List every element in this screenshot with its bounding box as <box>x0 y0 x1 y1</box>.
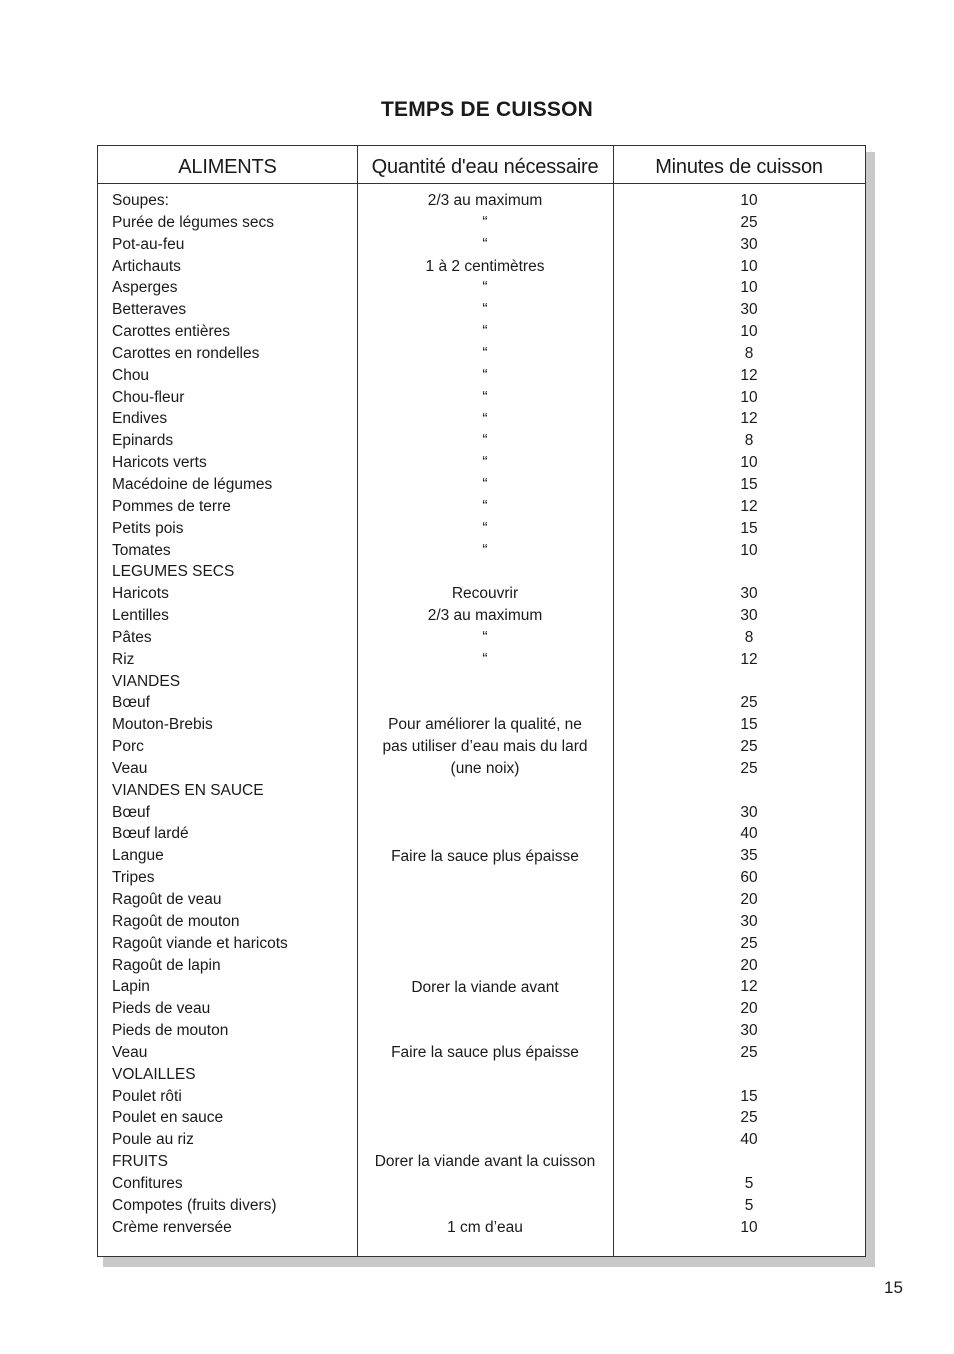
aliment-cell: Chou <box>112 366 150 384</box>
aliment-cell: Asperges <box>112 279 178 297</box>
aliment-cell: FRUITS <box>112 1153 168 1171</box>
minutes-cell: 12 <box>740 978 758 996</box>
minutes-cell <box>613 671 885 693</box>
aliment-cell: Bœuf <box>112 694 150 712</box>
aliment-cell: Endives <box>112 410 168 428</box>
eau-cell: “ <box>482 301 488 319</box>
minutes-cell: 12 <box>740 497 758 515</box>
eau-cell: “ <box>482 344 488 362</box>
aliment-cell: Porc <box>112 738 144 756</box>
minutes-cell: 25 <box>740 759 758 777</box>
aliment-cell: Betteraves <box>112 301 187 319</box>
eau-cell: “ <box>482 629 488 646</box>
eau-cell: 2/3 au maximum <box>427 192 543 209</box>
minutes-cell: 40 <box>740 825 758 843</box>
minutes-cell: 10 <box>740 279 758 297</box>
eau-cell: Pour améliorer la qualité, ne pas utiliser d’eau mais du lard (une noix) <box>382 716 588 778</box>
minutes-cell: 15 <box>740 1087 758 1105</box>
minutes-cell: 25 <box>740 1109 758 1127</box>
aliment-cell: Pieds de mouton <box>112 1022 229 1040</box>
header-divider <box>98 183 865 184</box>
aliment-cell: Artichauts <box>112 257 181 275</box>
header-aliments: ALIMENTS <box>178 156 277 178</box>
minutes-column <box>613 190 885 1239</box>
minutes-cell: 8 <box>744 432 754 450</box>
aliment-cell: Bœuf <box>112 803 150 821</box>
minutes-cell: 12 <box>740 410 758 428</box>
minutes-cell: 35 <box>740 847 758 865</box>
minutes-cell: 5 <box>744 1196 754 1214</box>
aliment-cell: LEGUMES SECS <box>112 563 235 581</box>
aliment-cell: Langue <box>112 847 164 865</box>
eau-cell: Dorer la viande avant <box>411 978 559 996</box>
aliment-cell: Compotes (fruits divers) <box>112 1196 277 1214</box>
minutes-cell: 30 <box>740 585 758 603</box>
eau-cell: “ <box>482 213 488 231</box>
aliment-cell: Pommes de terre <box>112 497 231 515</box>
eau-cell: Dorer la viande avant la cuisson <box>374 1153 596 1171</box>
aliment-cell: Haricots <box>112 585 169 603</box>
eau-cell: “ <box>482 410 488 428</box>
minutes-cell: 10 <box>740 192 758 209</box>
aliment-cell: Tomates <box>112 541 171 559</box>
minutes-cell: 30 <box>740 1022 758 1040</box>
minutes-cell <box>613 780 885 802</box>
cooking-time-table <box>97 145 866 1257</box>
aliment-cell: Petits pois <box>112 519 184 537</box>
minutes-cell: 60 <box>740 869 758 887</box>
aliment-cell: Ragoût de lapin <box>112 956 221 974</box>
minutes-cell: 20 <box>740 891 758 908</box>
aliment-cell: Carottes en rondelles <box>112 344 260 362</box>
aliment-cell: Ragoût de mouton <box>112 912 240 930</box>
minutes-cell: 30 <box>740 301 758 319</box>
eau-cell: “ <box>482 541 488 559</box>
eau-cell: “ <box>482 366 488 384</box>
eau-cell: “ <box>482 432 488 450</box>
minutes-cell: 25 <box>740 694 758 712</box>
aliment-cell: Pieds de veau <box>112 1000 211 1018</box>
minutes-cell: 20 <box>740 956 758 974</box>
minutes-cell: 5 <box>744 1174 754 1192</box>
minutes-cell: 8 <box>744 628 754 646</box>
aliment-cell: Haricots verts <box>112 454 207 472</box>
minutes-cell: 10 <box>740 541 758 559</box>
minutes-cell: 20 <box>740 1000 758 1018</box>
aliment-cell: Pâtes <box>112 628 152 646</box>
aliment-cell: Ragoût viande et haricots <box>112 934 288 952</box>
minutes-cell <box>613 1151 885 1173</box>
aliment-cell: VIANDES EN SAUCE <box>112 781 264 799</box>
eau-cell: “ <box>482 454 488 472</box>
eau-cell: Faire la sauce plus épaisse <box>391 1044 579 1062</box>
aliment-cell: Ragoût de veau <box>112 891 222 908</box>
page-number: 15 <box>884 1278 903 1297</box>
aliment-cell: Lapin <box>112 978 150 996</box>
minutes-cell: 10 <box>740 323 758 341</box>
aliment-cell: Veau <box>112 759 148 777</box>
eau-cell: “ <box>482 279 488 297</box>
aliment-cell: Confitures <box>112 1174 183 1192</box>
aliment-cell: Purée de légumes secs <box>112 213 274 231</box>
aliment-cell: VOLAILLES <box>112 1065 196 1083</box>
minutes-cell: 30 <box>740 912 758 930</box>
minutes-cell: 15 <box>740 716 758 734</box>
minutes-cell: 40 <box>740 1131 758 1149</box>
minutes-cell: 10 <box>740 257 758 275</box>
eau-cell: 2/3 au maximum <box>427 607 543 625</box>
eau-cell: “ <box>482 476 488 494</box>
minutes-cell: 10 <box>740 388 758 406</box>
eau-cell: “ <box>482 323 488 341</box>
eau-cell: Recouvrir <box>451 585 519 603</box>
aliment-cell: Epinards <box>112 432 174 450</box>
minutes-cell: 25 <box>740 213 758 231</box>
aliment-cell: Chou-fleur <box>112 388 185 406</box>
minutes-cell: 15 <box>740 519 758 537</box>
aliment-cell: Macédoine de légumes <box>112 475 273 493</box>
eau-cell: 1 cm d’eau <box>447 1218 523 1236</box>
eau-cell: Faire la sauce plus épaisse <box>391 847 579 865</box>
aliment-cell: Lentilles <box>112 607 169 625</box>
minutes-cell: 25 <box>740 934 758 952</box>
aliment-cell: VIANDES <box>112 672 181 690</box>
aliments-column <box>112 190 352 1239</box>
aliment-cell: Poule au riz <box>112 1131 194 1149</box>
page-title: TEMPS DE CUISSON <box>380 98 594 121</box>
aliment-cell: Tripes <box>112 869 155 887</box>
aliment-cell: Crème renversée <box>112 1218 232 1236</box>
minutes-cell <box>613 561 885 583</box>
aliment-cell: Poulet rôti <box>112 1087 182 1105</box>
header-eau: Quantité d'eau nécessaire <box>371 156 599 178</box>
minutes-cell: 25 <box>740 738 758 756</box>
minutes-cell: 10 <box>740 454 758 472</box>
eau-cell: “ <box>482 650 488 668</box>
minutes-cell: 25 <box>740 1043 758 1061</box>
minutes-cell: 12 <box>740 366 758 384</box>
aliment-cell: Riz <box>112 650 135 668</box>
minutes-cell: 10 <box>740 1218 758 1236</box>
minutes-cell: 30 <box>740 803 758 821</box>
header-minutes: Minutes de cuisson <box>655 156 823 178</box>
eau-cell: “ <box>482 235 488 253</box>
aliment-cell: Mouton-Brebis <box>112 716 213 734</box>
aliment-cell: Soupes: <box>112 192 169 209</box>
minutes-cell: 30 <box>740 235 758 253</box>
eau-cell: 1 à 2 centimètres <box>425 257 545 275</box>
eau-cell: “ <box>482 388 488 406</box>
minutes-cell: 12 <box>740 650 758 668</box>
aliment-cell: Poulet en sauce <box>112 1109 224 1127</box>
eau-cell: “ <box>482 497 488 515</box>
minutes-cell: 30 <box>740 607 758 625</box>
aliment-cell: Bœuf lardé <box>112 825 189 843</box>
minutes-cell: 8 <box>744 344 754 362</box>
minutes-cell: 15 <box>740 475 758 493</box>
minutes-cell <box>613 1064 885 1086</box>
aliment-cell: Carottes entières <box>112 323 231 341</box>
aliment-cell: Veau <box>112 1043 148 1061</box>
aliment-cell: Pot-au-feu <box>112 235 185 253</box>
eau-cell: “ <box>482 519 488 537</box>
